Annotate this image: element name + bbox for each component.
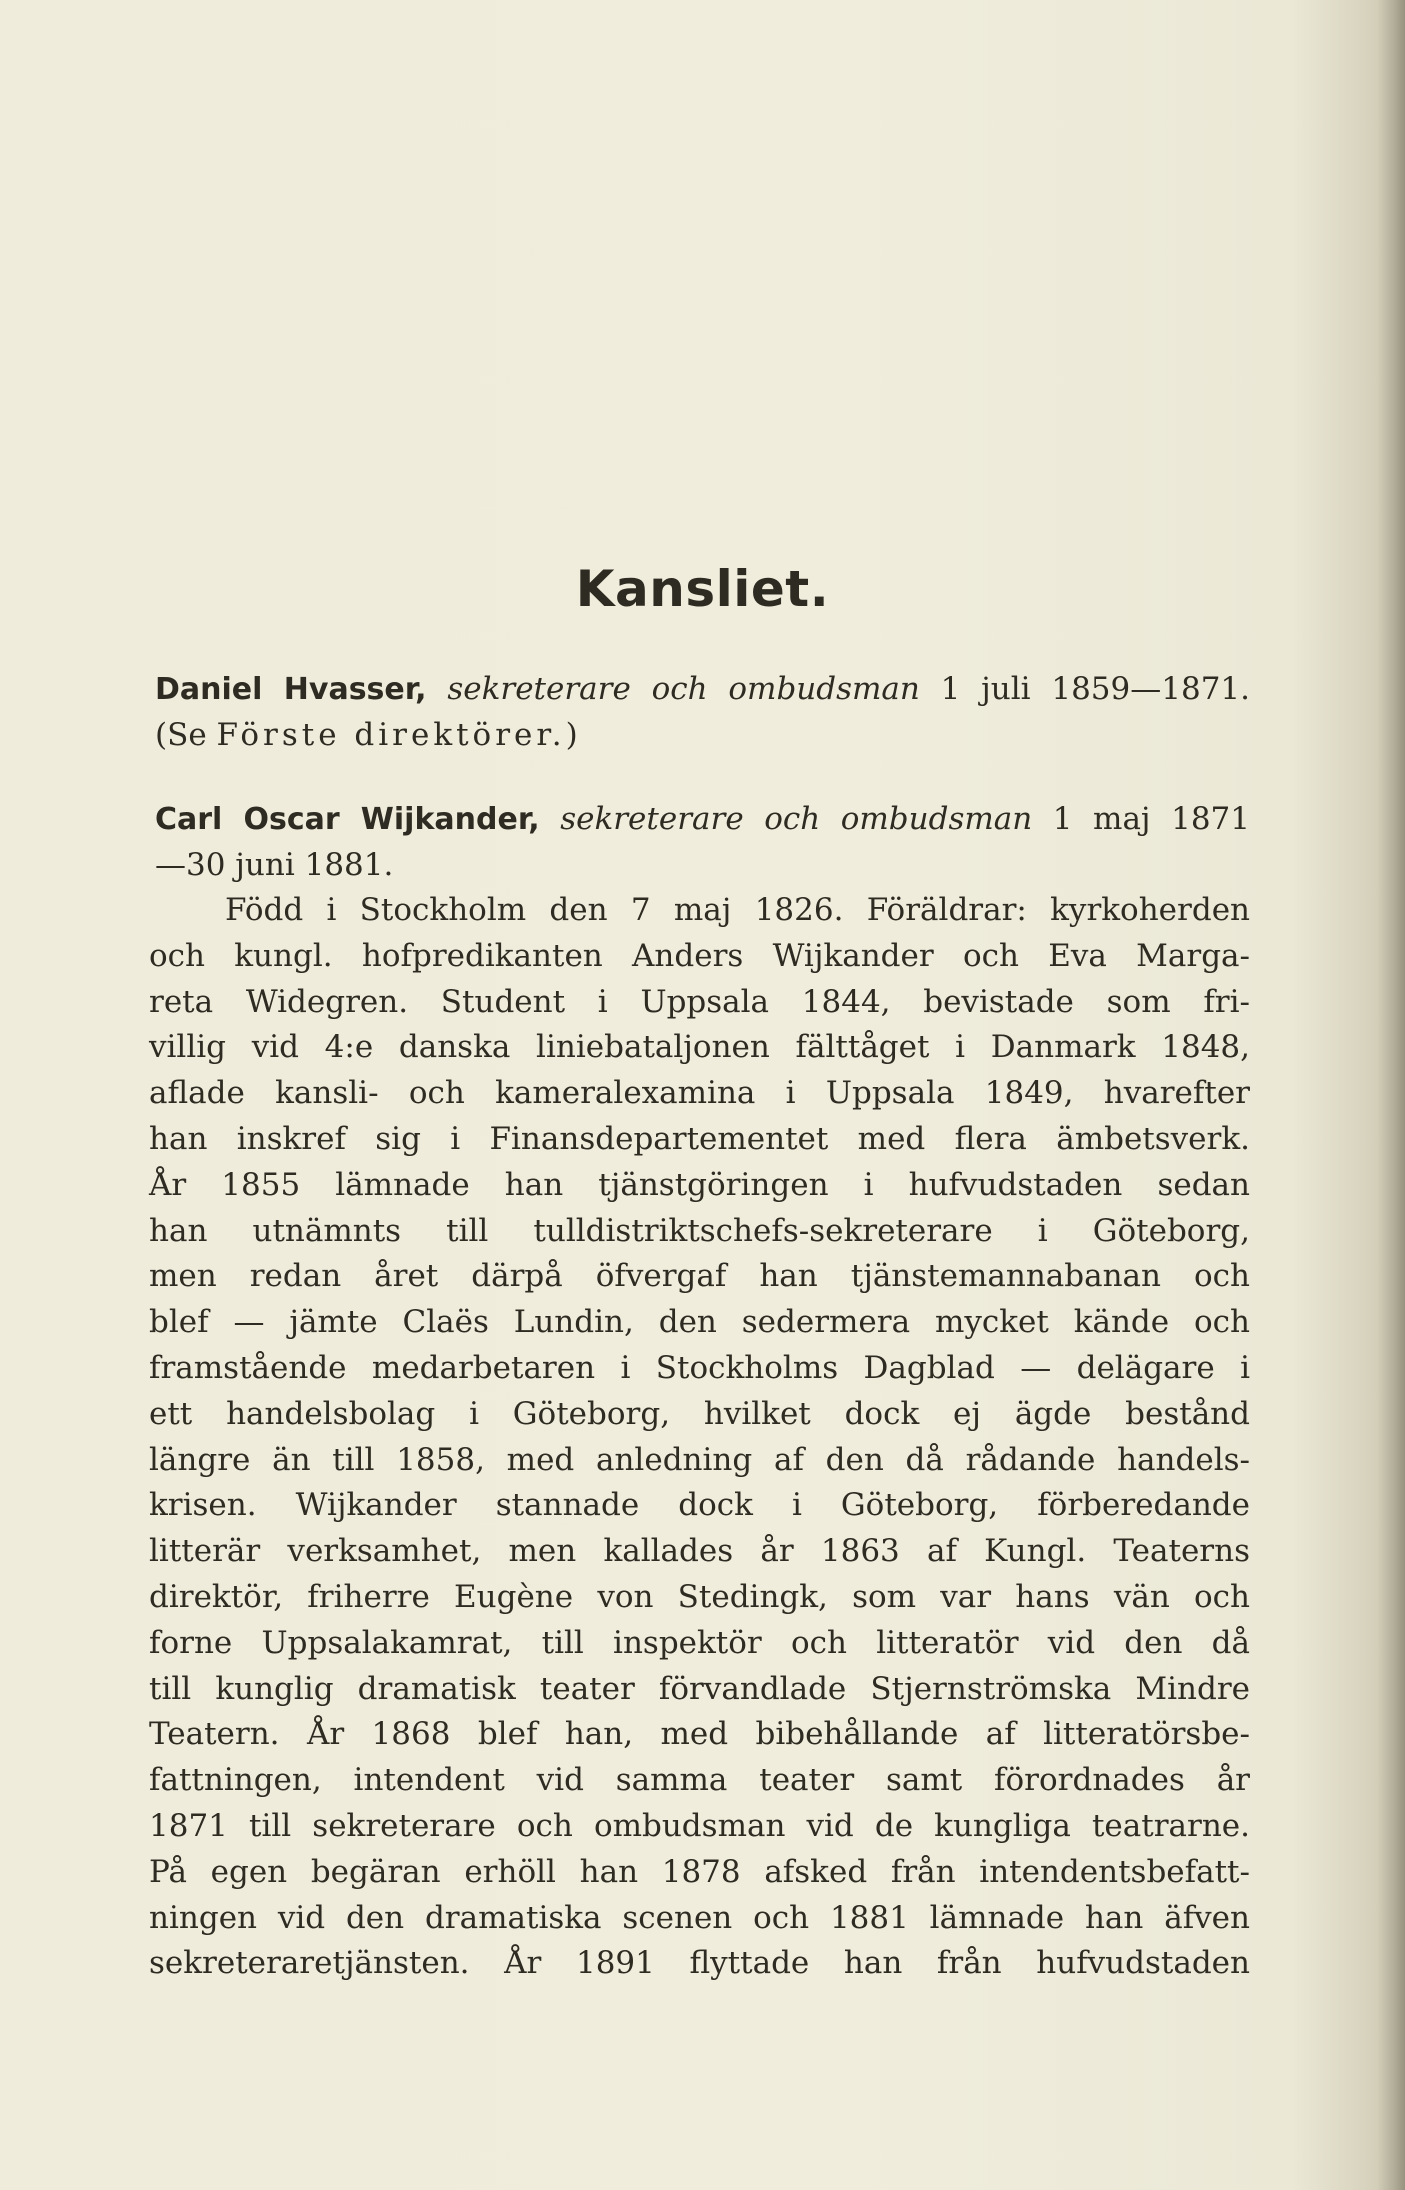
reference-suffix: ): [565, 717, 578, 753]
body-line: till kunglig dramatisk teater förvandlade Stjernströmska Mindre: [149, 1670, 1250, 1707]
entry-heading-line: [155, 796, 1250, 842]
body-line: längre än till 1858, med anledning af den då rådande handels-: [149, 1441, 1250, 1478]
body-line: sekreteraretjänsten. År 1891 flyttade han från hufvudstaden: [149, 1945, 1250, 1982]
body-line: Teatern. År 1868 blef han, med bibehållande af litteratörsbe-: [149, 1716, 1250, 1753]
section-title: Kansliet.: [575, 560, 830, 618]
entry-carl-oscar-wijkander: [155, 796, 1250, 888]
body-line: ningen vid den dramatiska scenen och 1881 lämnade han äfven: [149, 1899, 1250, 1936]
body-line: ett handelsbolag i Göteborg, hvilket dock ej ägde bestånd: [149, 1395, 1250, 1432]
page-edge-shadow: [1377, 0, 1405, 2190]
body-line: 1871 till sekreterare och ombudsman vid de kungliga teatrarne.: [149, 1807, 1250, 1844]
reference-prefix: (Se: [155, 717, 217, 753]
entry-heading-line: [155, 666, 1250, 712]
body-line: På egen begäran erhöll han 1878 afsked från intendentsbefatt-: [149, 1853, 1250, 1890]
body-line: men redan året därpå öfvergaf han tjänstemannabanan och: [149, 1258, 1250, 1295]
body-line: forne Uppsalakamrat, till inspektör och litteratör vid den då: [149, 1624, 1250, 1661]
body-line: fattningen, intendent vid samma teater samt förordnades år: [149, 1762, 1250, 1799]
entry-dates: 1 maj 1871: [1052, 801, 1250, 837]
body-line: Född i Stockholm den 7 maj 1826. Föräldrar: kyrkoherden: [225, 892, 1250, 928]
body-line: litterär verksamhet, men kallades år 1863 af Kungl. Teaterns: [149, 1533, 1250, 1570]
body-line: villig vid 4:e danska liniebataljonen fälttåget i Danmark 1848,: [149, 1029, 1250, 1066]
body-line: framstående medarbetaren i Stockholms Dagblad — delägare i: [149, 1349, 1250, 1386]
entry-role: sekreterare och ombudsman: [447, 671, 920, 707]
entry-dates-continued: —30 juni 1881.: [155, 847, 394, 883]
body-line: direktör, friherre Eugène von Stedingk, som var hans vän och: [149, 1578, 1250, 1615]
body-line: han inskref sig i Finansdepartementet med flera ämbetsverk.: [149, 1120, 1250, 1157]
biography-paragraph: [149, 888, 1250, 1987]
body-line: aflade kansli- och kameralexamina i Uppsala 1849, hvarefter: [149, 1075, 1250, 1112]
body-line: krisen. Wijkander stannade dock i Göteborg, förberedande: [149, 1487, 1250, 1524]
entry-dates: 1 juli 1859—1871.: [940, 671, 1250, 707]
body-line: År 1855 lämnade han tjänstgöringen i hufvudstaden sedan: [149, 1166, 1250, 1203]
body-line: blef — jämte Claës Lundin, den sedermera mycket kände och: [149, 1304, 1250, 1341]
entry-name: Daniel Hvasser,: [155, 672, 427, 707]
body-line: han utnämnts till tulldistriktschefs-sekreterare i Göteborg,: [149, 1212, 1250, 1249]
entry-daniel-hvasser: [155, 666, 1250, 758]
body-line: reta Widegren. Student i Uppsala 1844, bevistade som fri-: [149, 983, 1250, 1020]
entry-name: Carl Oscar Wijkander,: [155, 802, 540, 837]
body-line: och kungl. hofpredikanten Anders Wijkander och Eva Marga-: [149, 937, 1250, 974]
entry-role: sekreterare och ombudsman: [560, 801, 1033, 837]
reference-link-text: Förste direktörer.: [216, 717, 566, 753]
entry-reference-line: [155, 712, 1250, 758]
